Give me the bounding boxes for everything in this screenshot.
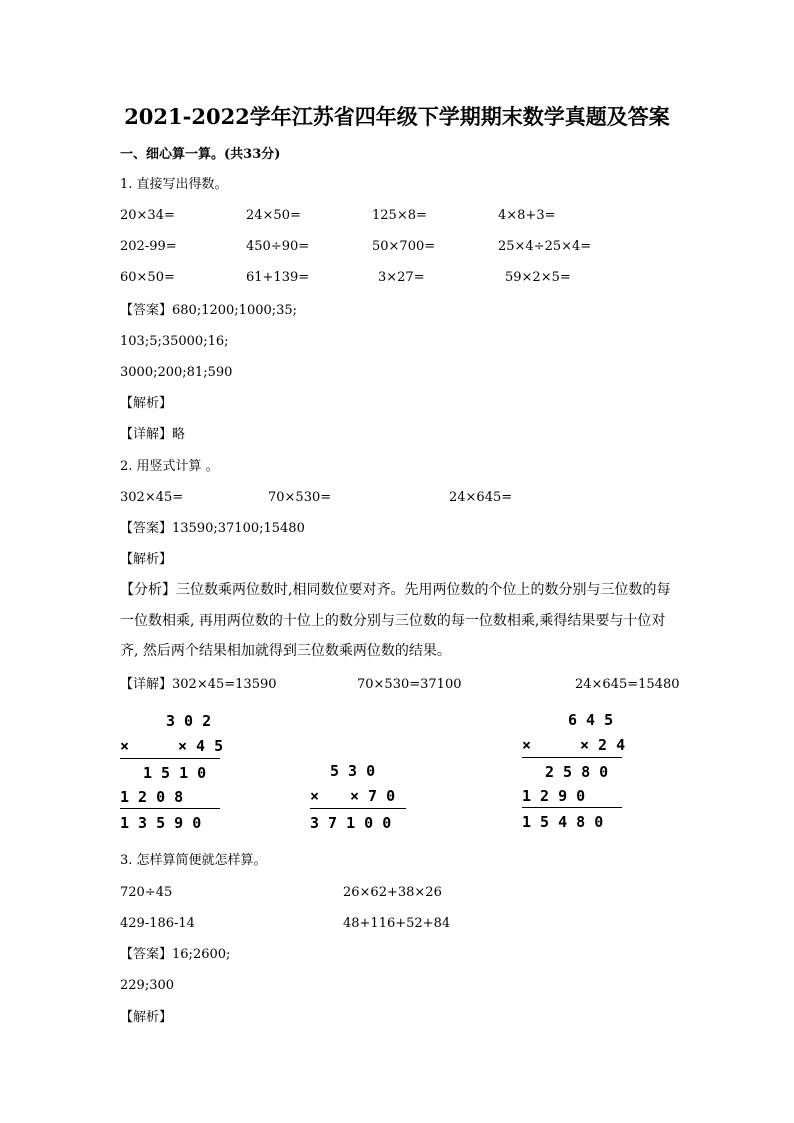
- q1-detail: [120, 426, 185, 444]
- q1-item: 24×50=: [246, 208, 301, 223]
- q3-item: 429-186-14: [120, 916, 195, 931]
- q1-item: 61+139=: [246, 270, 310, 285]
- calc-row: 6 4 5: [568, 711, 614, 729]
- calc-line: [120, 808, 220, 809]
- q2-detail: [120, 676, 277, 694]
- calc-row: × × 2 4: [522, 736, 626, 754]
- q1-item: 60×50=: [120, 270, 175, 285]
- calc-line: [120, 758, 220, 759]
- q1-item: 25×4÷25×4=: [498, 239, 592, 254]
- vertical-calc-302x45: [120, 712, 225, 837]
- calc-row: 3 0 2: [166, 712, 212, 730]
- calc-row: 1 2 9 0: [522, 787, 586, 805]
- calc-row: 5 3 0: [330, 762, 376, 780]
- detail-label: 【详解】: [120, 677, 173, 692]
- q1-item: 3×27=: [378, 270, 425, 285]
- q3-analysis-label: 【解析】: [120, 1010, 173, 1025]
- q1-analysis-label: 【解析】: [120, 396, 173, 411]
- q1-item: 50×700=: [372, 239, 436, 254]
- calc-row: 3 7 1 0 0: [310, 814, 392, 832]
- calc-line: [522, 757, 622, 758]
- detail-text: 302×45=13590: [172, 677, 277, 692]
- q1-item: 59×2×5=: [505, 270, 571, 285]
- q2-detail-item: 24×645=15480: [575, 677, 680, 692]
- answer-text: 16;2600;: [172, 947, 231, 962]
- calc-line: [522, 807, 622, 808]
- q2-analysis-label: 【解析】: [120, 552, 173, 567]
- q3-item: 26×62+38×26: [343, 885, 442, 900]
- q2-fenxi: [120, 575, 680, 667]
- vertical-calc-24x645: [522, 711, 627, 836]
- calc-row: 1 5 1 0: [143, 764, 207, 782]
- q1-answer: [120, 302, 297, 320]
- calc-row: 1 5 4 8 0: [522, 813, 604, 831]
- q3-item: 48+116+52+84: [343, 916, 451, 931]
- answer-label: 【答案】: [120, 303, 173, 318]
- detail-text: 略: [172, 427, 186, 442]
- q2-prompt: 2. 用竖式计算 。: [120, 459, 219, 474]
- vertical-calc-530x70: [310, 762, 410, 837]
- answer-label: 【答案】: [120, 521, 173, 536]
- q3-answer: [120, 946, 230, 964]
- q3-item: 720÷45: [120, 885, 173, 900]
- detail-label: 【详解】: [120, 427, 173, 442]
- fenxi-text: 三位数乘两位数时,相同数位要对齐。先用两位数的个位上的数分别与三位数的每一位数相乘, 再用两位数的十位上的数分别与三位数的每一位数相乘,乘得结果要与十位对齐, 然后两个结果相加就得到三位数乘两位数的结果。: [120, 582, 671, 659]
- q2-detail-item: 70×530=37100: [357, 677, 462, 692]
- q1-answer-line2: 103;5;35000;16;: [120, 334, 229, 349]
- calc-row: 2 5 8 0: [545, 763, 609, 781]
- q2-item: 70×530=: [268, 490, 332, 505]
- calc-line: [310, 808, 406, 809]
- q1-item: 202-99=: [120, 239, 177, 254]
- q1-answer-line3: 3000;200;81;590: [120, 365, 233, 380]
- fenxi-label: 【分析】: [120, 582, 176, 598]
- calc-row: 1 2 0 8: [120, 788, 184, 806]
- answer-text: 680;1200;1000;35;: [172, 303, 298, 318]
- q2-answer: [120, 520, 305, 538]
- q1-item: 450÷90=: [246, 239, 310, 254]
- answer-label: 【答案】: [120, 947, 173, 962]
- section-heading: 一、细心算一算。(共33分): [120, 147, 281, 162]
- q1-item: 4×8+3=: [498, 208, 556, 223]
- calc-row: × × 4 5: [120, 737, 224, 755]
- q3-answer-line2: 229;300: [120, 978, 175, 993]
- q1-item: 20×34=: [120, 208, 175, 223]
- q2-item: 302×45=: [120, 490, 184, 505]
- q1-prompt: 1. 直接写出得数。: [120, 177, 228, 192]
- answer-text: 13590;37100;15480: [172, 521, 305, 536]
- calc-row: 1 3 5 9 0: [120, 814, 202, 832]
- page-title: 2021-2022学年江苏省四年级下学期期末数学真题及答案: [124, 104, 670, 129]
- q3-prompt: 3. 怎样算简便就怎样算。: [120, 853, 267, 868]
- q1-item: 125×8=: [372, 208, 427, 223]
- calc-row: × × 7 0: [310, 787, 396, 805]
- q2-item: 24×645=: [449, 490, 513, 505]
